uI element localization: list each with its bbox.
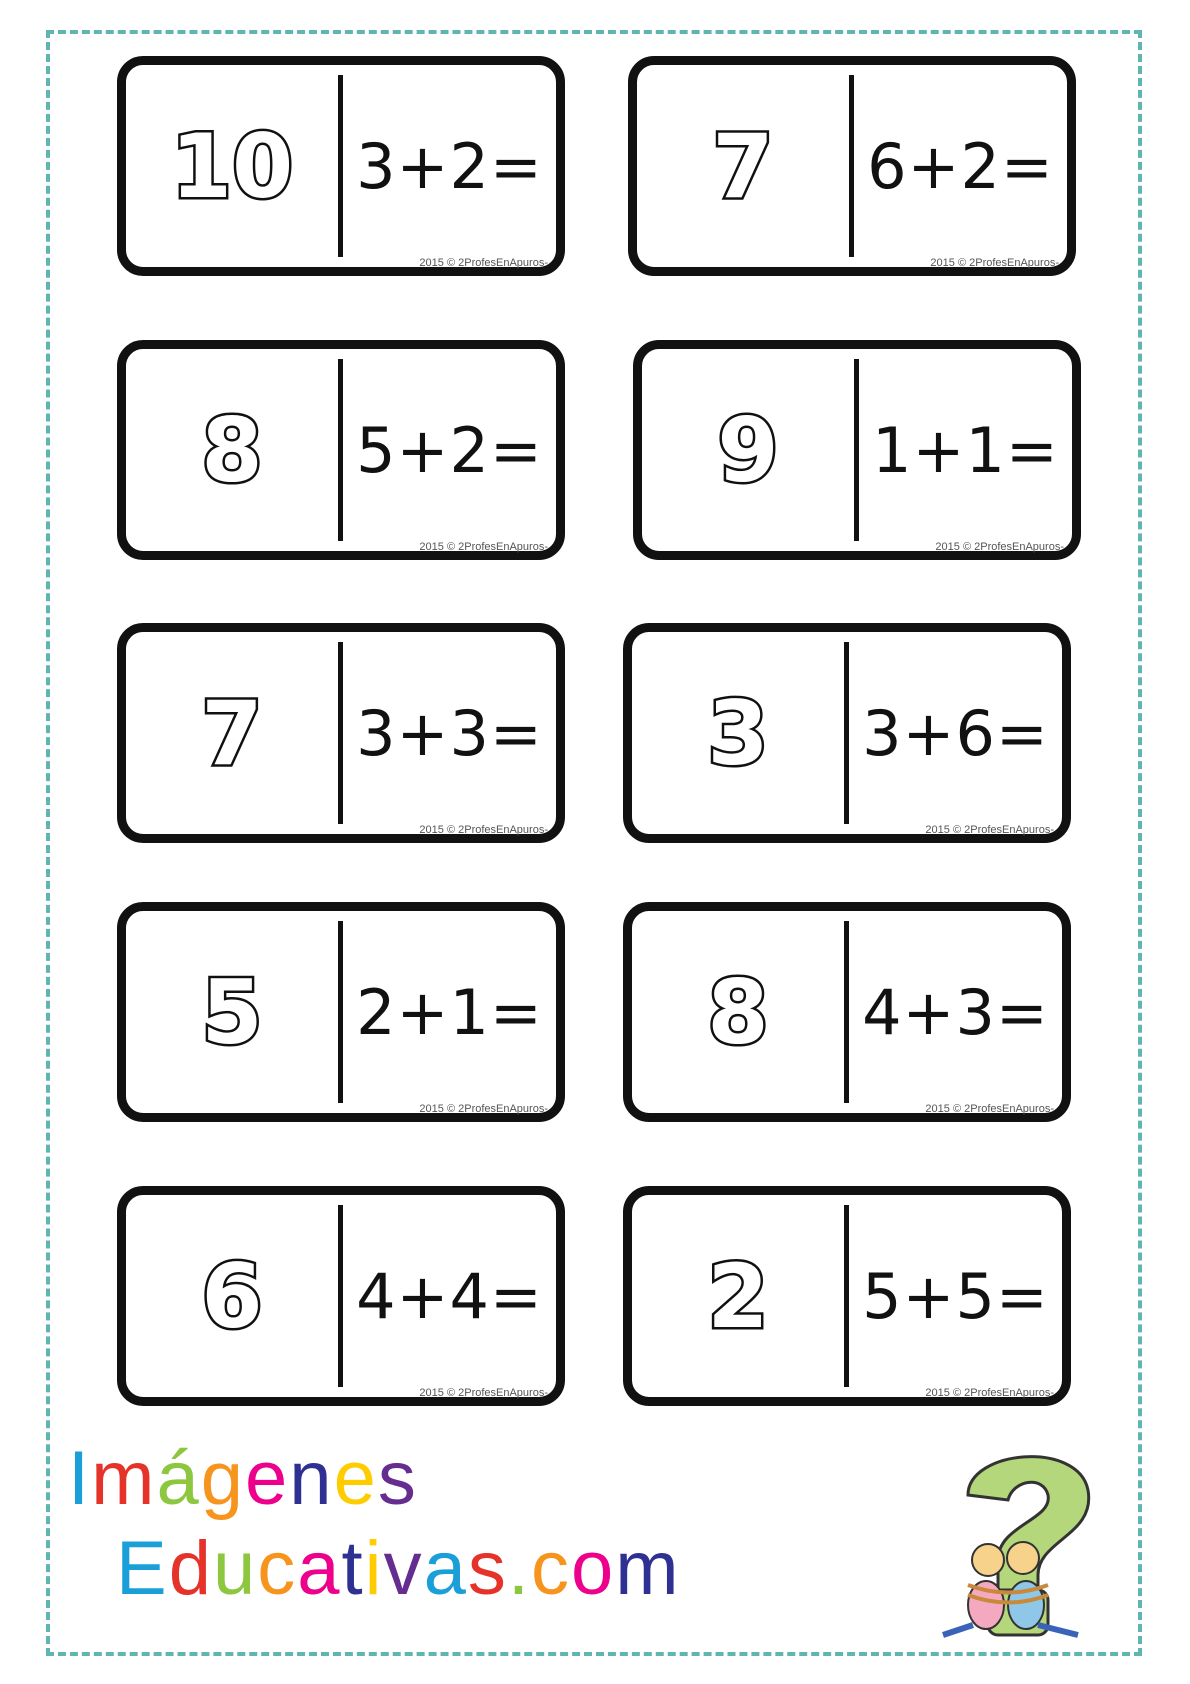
domino-number: 6 [201,1244,263,1348]
logo-letter: d [168,1526,213,1611]
domino-credit: 2015 © 2ProfesEnApuros- [925,1103,1054,1115]
logo-letter: v [383,1526,424,1611]
domino-credit: 2015 © 2ProfesEnApuros- [925,824,1054,836]
domino-card [117,902,565,1122]
domino-number: 9 [717,398,779,502]
domino-credit: 2015 © 2ProfesEnApuros- [419,824,548,836]
logo-letter: s [467,1526,508,1611]
domino-card [117,340,565,560]
domino-credit: 2015 © 2ProfesEnApuros- [930,257,1059,269]
logo-letter: c [257,1526,298,1611]
logo-letter: á [156,1436,201,1521]
domino-card [623,1186,1071,1406]
logo-letter: u [212,1526,258,1611]
domino-card [633,340,1081,560]
domino-credit: 2015 © 2ProfesEnApuros- [419,1387,548,1399]
logo-letter: s [377,1436,418,1521]
domino-number: 10 [170,114,294,218]
domino-number: 3 [707,681,769,785]
logo-letter: a [297,1526,342,1611]
domino-card [117,56,565,276]
domino-sum: 5+2= [356,413,543,487]
logo-letter: e [333,1436,378,1521]
character-head-right [1007,1542,1039,1574]
domino-credit: 2015 © 2ProfesEnApuros- [935,541,1064,553]
domino-credit: 2015 © 2ProfesEnApuros- [419,257,548,269]
domino-credit: 2015 © 2ProfesEnApuros- [419,1103,548,1115]
logo-letter: . [507,1526,531,1611]
domino-sum: 3+6= [862,696,1049,770]
character-head-left [972,1544,1004,1576]
logo-letter: o [570,1526,616,1611]
domino-sum: 4+3= [862,975,1049,1049]
domino-sum: 3+3= [356,696,543,770]
domino-sum: 2+1= [356,975,543,1049]
domino-number: 7 [712,114,774,218]
domino-card [117,623,565,843]
question-mark-mascot-icon [928,1440,1118,1640]
domino-sum: 1+1= [872,413,1059,487]
logo-letter: E [116,1526,169,1611]
domino-card [623,902,1071,1122]
domino-sum: 5+5= [862,1259,1049,1333]
logo-letter: m [615,1526,681,1611]
logo-letter: m [91,1436,157,1521]
logo-letter: e [245,1436,290,1521]
domino-number: 5 [201,960,263,1064]
logo-letter: a [423,1526,468,1611]
domino-card [623,623,1071,843]
domino-number: 2 [707,1244,769,1348]
domino-sum: 4+4= [356,1259,543,1333]
domino-sum: 6+2= [867,129,1054,203]
imagenes-educativas-logo [68,1435,688,1615]
domino-sum: 3+2= [356,129,543,203]
logo-letter: g [200,1436,245,1521]
logo-letter: t [341,1526,365,1611]
domino-number: 7 [201,681,263,785]
logo-line-1 [68,1435,418,1522]
domino-number: 8 [201,398,263,502]
logo-letter: n [289,1436,334,1521]
domino-credit: 2015 © 2ProfesEnApuros- [419,541,548,553]
logo-letter: c [530,1526,571,1611]
domino-credit: 2015 © 2ProfesEnApuros- [925,1387,1054,1399]
logo-letter: i [364,1526,384,1611]
logo-letter: I [68,1436,92,1521]
domino-card [117,1186,565,1406]
logo-line-2 [116,1525,681,1612]
domino-card [628,56,1076,276]
domino-number: 8 [707,960,769,1064]
